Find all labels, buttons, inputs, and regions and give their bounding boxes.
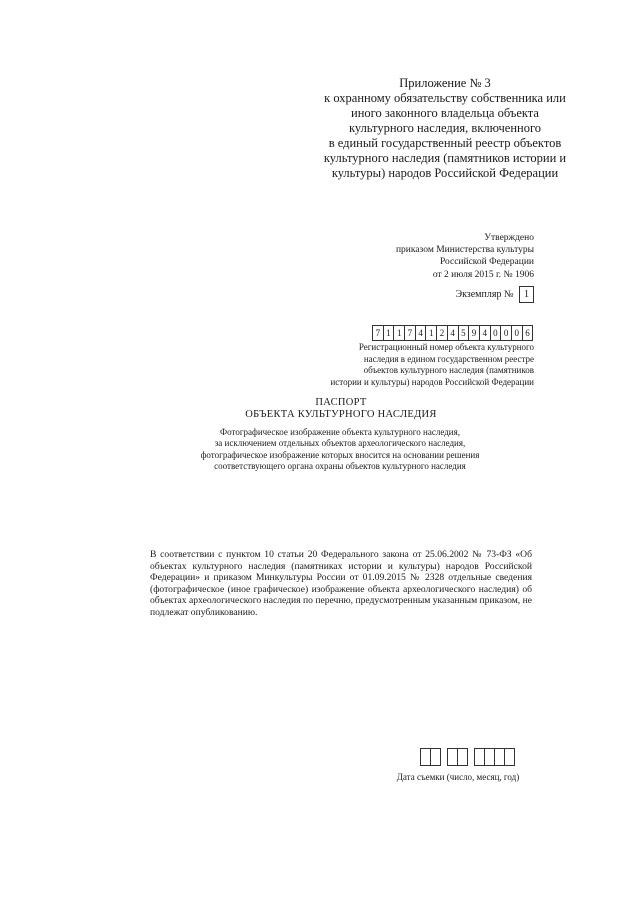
- date-cell: [474, 748, 485, 766]
- copy-number-box: 1: [519, 286, 534, 303]
- registration-caption-line: Регистрационный номер объекта культурного: [358, 342, 534, 352]
- appendix-line: в единый государственный реестр объектов: [328, 136, 562, 150]
- photo-description-line: Фотографическое изображение объекта культурного наследия,: [220, 427, 460, 437]
- copy-number-row: [420, 286, 534, 303]
- passport-title: [230, 397, 452, 421]
- appendix-line: к охранному обязательству собственника или: [324, 91, 566, 105]
- registration-caption-line: наследия в едином государственном реестре: [363, 353, 534, 364]
- approval-line: Российской Федерации: [439, 257, 534, 268]
- photo-description: [180, 427, 500, 473]
- registration-digit: 4: [448, 325, 459, 341]
- registration-digit: 7: [372, 325, 384, 341]
- date-cell: [485, 748, 495, 766]
- approval-line: от 2 июля 2015 г. № 1906: [432, 269, 534, 280]
- shoot-date-boxes: [420, 748, 515, 766]
- shoot-date-year: [474, 748, 515, 766]
- legal-notice: В соответствии с пунктом 10 статьи 20 Федерального закона от 25.06.2002 № 73-ФЗ «Об объектах культурного наследия (памятниках истории и культуры) народов Российской Федерации» и приказом Минкультуры России от 01.09.2015 № 2328 отдельные сведения (фотографическое (иное графическое) изображение объекта археологического наследия) об объектах археологического наследия по перечню, предусмотренным указанным приказом, не подлежат опубликованию.: [150, 549, 532, 618]
- registration-caption: [330, 342, 534, 388]
- shoot-date-day: [420, 748, 441, 766]
- registration-caption-line: объектов культурного наследия (памятников: [363, 365, 534, 376]
- appendix-header: [300, 76, 590, 181]
- date-cell: [458, 748, 468, 766]
- date-cell: [431, 748, 441, 766]
- registration-digit: 4: [480, 325, 491, 341]
- date-cell: [420, 748, 431, 766]
- registration-digit: 9: [469, 325, 480, 341]
- date-cell: [495, 748, 505, 766]
- photo-description-line: фотографическое изображение которых вносится на основании решения: [200, 449, 480, 460]
- registration-digit: 0: [512, 325, 523, 341]
- registration-digit: 1: [426, 325, 437, 341]
- appendix-line: иного законного владельца объекта: [351, 106, 539, 120]
- registration-digit: 1: [384, 325, 395, 341]
- passport-title-line2: ОБЪЕКТА КУЛЬТУРНОГО НАСЛЕДИЯ: [245, 409, 437, 420]
- copy-number-label: Экземпляр №: [455, 289, 514, 300]
- passport-title-line1: ПАСПОРТ: [315, 397, 367, 408]
- registration-digit: 4: [416, 325, 427, 341]
- date-cell: [505, 748, 515, 766]
- appendix-line: культуры) народов Российской Федерации: [331, 166, 559, 180]
- registration-digit: 5: [459, 325, 470, 341]
- appendix-line: культурного наследия (памятников истории и: [323, 151, 567, 165]
- registration-caption-line: истории и культуры) народов Российской Федерации: [330, 376, 534, 387]
- photo-description-line: соответствующего органа охраны объектов культурного наследия: [214, 461, 466, 472]
- appendix-line: Приложение № 3: [399, 76, 491, 90]
- registration-digit: 2: [437, 325, 448, 341]
- registration-digit: 7: [405, 325, 416, 341]
- registration-digit: 0: [491, 325, 502, 341]
- registration-number-boxes: [372, 325, 533, 341]
- shoot-date-month: [447, 748, 468, 766]
- approval-block: [330, 232, 534, 281]
- registration-digit: 6: [523, 325, 534, 341]
- appendix-line: культурного наследия, включенного: [348, 121, 542, 135]
- registration-digit: 1: [394, 325, 405, 341]
- date-cell: [447, 748, 458, 766]
- approval-line: Утверждено: [484, 233, 534, 243]
- approval-line: приказом Министерства культуры: [395, 245, 534, 256]
- shoot-date-caption: Дата съемки (число, месяц, год): [396, 772, 520, 782]
- photo-description-line: за исключением отдельных объектов археологического наследия,: [214, 438, 466, 449]
- registration-digit: 0: [501, 325, 512, 341]
